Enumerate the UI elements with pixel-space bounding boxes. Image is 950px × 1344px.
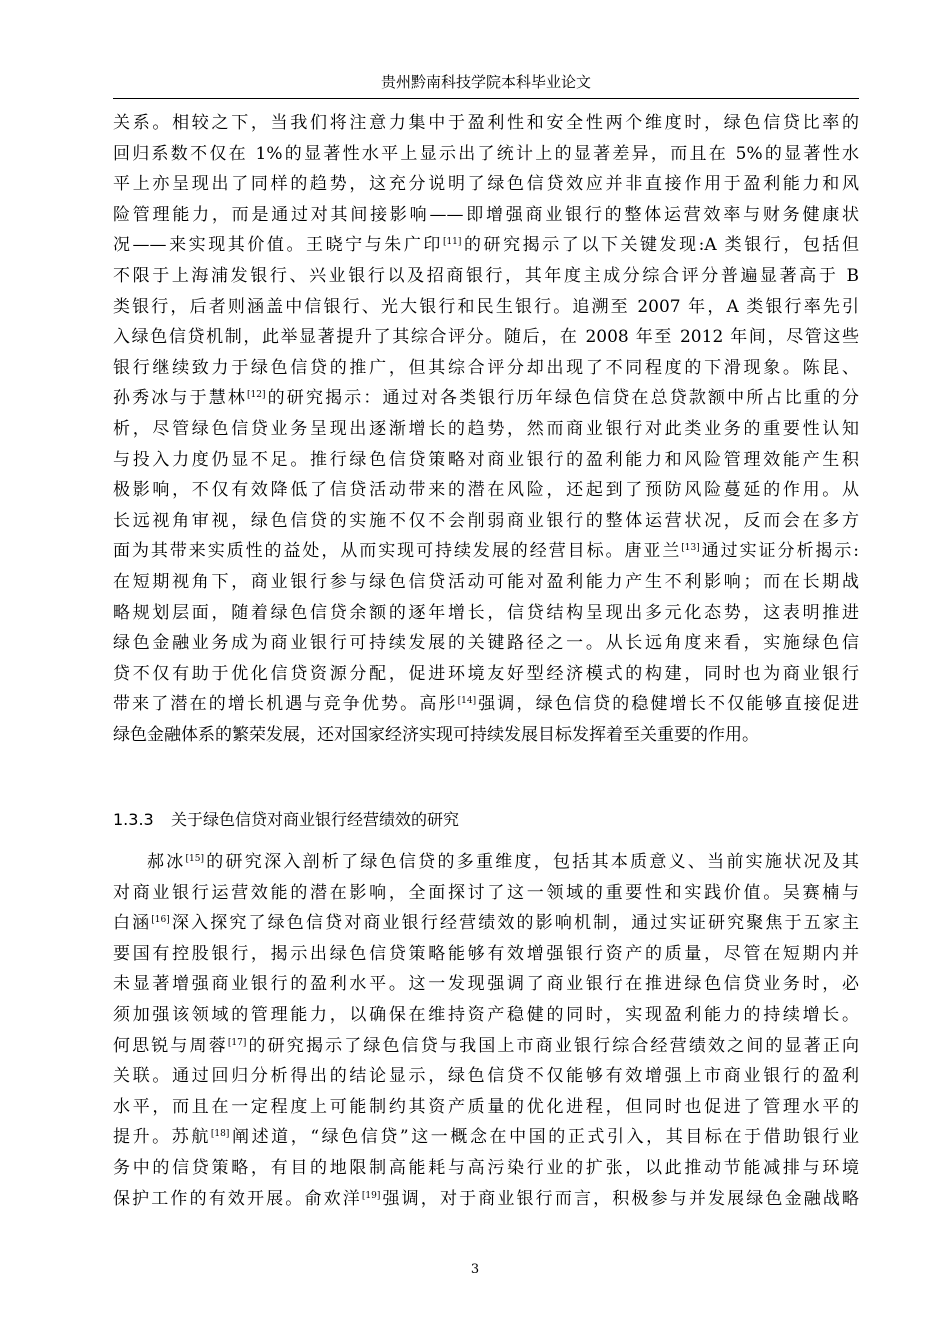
running-header — [113, 66, 859, 99]
text-line: 未显著增强商业银行的盈利水平。这一发现强调了商业银行在推进绿色信贷业务时，必 — [113, 974, 859, 995]
section-number: 1.3.3 — [113, 810, 154, 829]
text-line: 平上亦呈现出了同样的趋势，这充分说明了绿色信贷效应并非直接作用于盈利能力和风 — [113, 174, 859, 195]
text-line: 关联。通过回归分析得出的结论显示，绿色信贷不仅能够有效增强上市商业银行的盈利 — [113, 1066, 859, 1087]
text-line — [113, 1031, 859, 1062]
text-line: 入绿色信贷机制，此举显著提升了其综合评分。随后，在 2008 年至 2012 年间，尽管这些 — [113, 327, 859, 348]
header-title: 贵州黔南科技学院本科毕业论文 — [380, 73, 591, 91]
text-line: 极影响，不仅有效降低了信贷活动带来的潜在风险，还起到了预防风险蔓延的作用。从 — [113, 480, 859, 501]
citation-ref: [15] — [185, 854, 205, 864]
citation-ref: [11] — [442, 237, 462, 248]
text-segment: 带来了潜在的增长机遇与竞争优势。高彤 — [113, 694, 458, 715]
text-line: 略规划层面，随着绿色信贷余额的逐年增长，信贷结构呈现出多元化态势，这表明推进 — [113, 602, 859, 623]
text-segment: 深入探究了绿色信贷对商业银行经营绩效的影响机制，通过实证研究聚焦于五家主 — [169, 913, 860, 934]
text-line: 回归系数不仅在 1%的显著性水平上显示出了统计上的显著差异，而且在 5%的显著性水 — [113, 143, 859, 164]
text-line — [113, 1122, 859, 1153]
text-segment: 的研究揭示了以下关键发现:A 类银行，包括但 — [461, 235, 859, 256]
text-segment: 强调，对于商业银行而言，积极参与并发展绿色金融战略 — [380, 1188, 860, 1209]
text-segment: 郝冰 — [147, 852, 186, 872]
text-segment: 况——来实现其价值。王晓宁与朱广印 — [113, 235, 443, 256]
text-segment: 提升。苏航 — [113, 1127, 211, 1148]
citation-ref: [16] — [151, 915, 170, 926]
text-segment: 的研究揭示：通过对各类银行历年绿色信贷在总贷款额中所占比重的分 — [265, 388, 860, 409]
section-heading — [113, 805, 459, 835]
text-segment: 白涵 — [113, 913, 152, 934]
text-line — [113, 383, 859, 414]
section-title: 关于绿色信贷对商业银行经营绩效的研究 — [171, 810, 460, 829]
text-line: 析，尽管绿色信贷业务呈现出逐渐增长的趋势，然而商业银行对此类业务的重要性认知 — [113, 418, 859, 439]
text-segment: 孙秀冰与于慧林 — [113, 388, 248, 409]
text-line — [113, 1184, 859, 1215]
text-line: 绿色金融业务成为商业银行可持续发展的关键路径之一。从长远角度来看，实施绿色信 — [113, 633, 859, 654]
text-segment: 何思锐与周蓉 — [113, 1035, 228, 1056]
text-line: 关系。相较之下，当我们将注意力集中于盈利性和安全性两个维度时，绿色信贷比率的 — [113, 113, 859, 133]
text-line: 贷不仅有助于优化信贷资源分配，促进环境友好型经济模式的构建，同时也为商业银行 — [113, 663, 859, 684]
citation-ref: [18] — [210, 1129, 230, 1140]
text-line: 不限于上海浦发银行、兴业银行以及招商银行，其年度主成分综合评分普遍显著高于 B — [113, 265, 859, 286]
text-line: 类银行，后者则涵盖中信银行、光大银行和民生银行。追溯至 2007 年，A 类银行率先引 — [113, 296, 859, 317]
text-line — [113, 689, 859, 720]
citation-ref: [19] — [361, 1190, 381, 1201]
text-line: 水平，而且在一定程度上可能制约其资产质量的优化进程，但同时也促进了管理水平的 — [113, 1096, 859, 1117]
paragraph-1 — [113, 108, 859, 750]
text-line: 银行继续致力于绿色信贷的推广，但其综合评分却出现了不同程度的下滑现象。陈昆、 — [113, 357, 859, 378]
text-line: 险管理能力，而是通过对其间接影响——即增强商业银行的整体运营效率与财务健康状 — [113, 204, 859, 225]
text-line: 与投入力度仍显不足。推行绿色信贷策略对商业银行的盈利能力和风险管理效能产生积 — [113, 449, 859, 470]
text-segment: 阐述道，“绿色信贷”这一概念在中国的正式引入，其目标在于借助银行业 — [229, 1127, 860, 1148]
text-segment: 的研究深入剖析了绿色信贷的多重维度，包括其本质意义、当前实施状况及其 — [204, 852, 860, 872]
text-line: 要国有控股银行，揭示出绿色信贷策略能够有效增强银行资产的质量，尽管在短期内并 — [113, 943, 859, 964]
text-line — [113, 847, 859, 878]
text-line: 绿色金融体系的繁荣发展，还对国家经济实现可持续发展目标发挥着至关重要的作用。 — [113, 724, 759, 745]
text-segment: 强调，绿色信贷的稳健增长不仅能够直接促进 — [476, 694, 860, 715]
text-line: 长远视角审视，绿色信贷的实施不仅不会削弱商业银行的整体运营状况，反而会在多方 — [113, 510, 859, 531]
page-number: 3 — [470, 1262, 480, 1277]
text-line — [113, 536, 859, 567]
text-line: 对商业银行运营效能的潜在影响，全面探讨了这一领域的重要性和实践价值。吴赛楠与 — [113, 882, 859, 903]
citation-ref: [12] — [247, 390, 266, 401]
text-segment: 的研究揭示了绿色信贷与我国上市商业银行综合经营绩效之间的显著正向 — [246, 1035, 860, 1056]
text-segment: 保护工作的有效开展。俞欢洋 — [113, 1188, 362, 1209]
citation-ref: [17] — [227, 1037, 247, 1048]
text-line: 务中的信贷策略，有目的地限制高能耗与高污染行业的扩张，以此推动节能减排与环境 — [113, 1157, 859, 1178]
text-line — [113, 908, 859, 939]
text-segment: 面为其带来实质性的益处，从而实现可持续发展的经营目标。唐亚兰 — [113, 541, 682, 562]
text-line — [113, 230, 859, 261]
citation-ref: [14] — [457, 696, 477, 707]
paragraph-2 — [113, 847, 859, 1214]
text-line: 在短期视角下，商业银行参与绿色信贷活动可能对盈利能力产生不利影响；而在长期战 — [113, 571, 859, 592]
citation-ref: [13] — [681, 543, 700, 554]
text-line: 须加强该领域的管理能力，以确保在维持资产稳健的同时，实现盈利能力的持续增长。 — [113, 1004, 859, 1025]
text-segment: 通过实证分析揭示: — [699, 541, 859, 562]
